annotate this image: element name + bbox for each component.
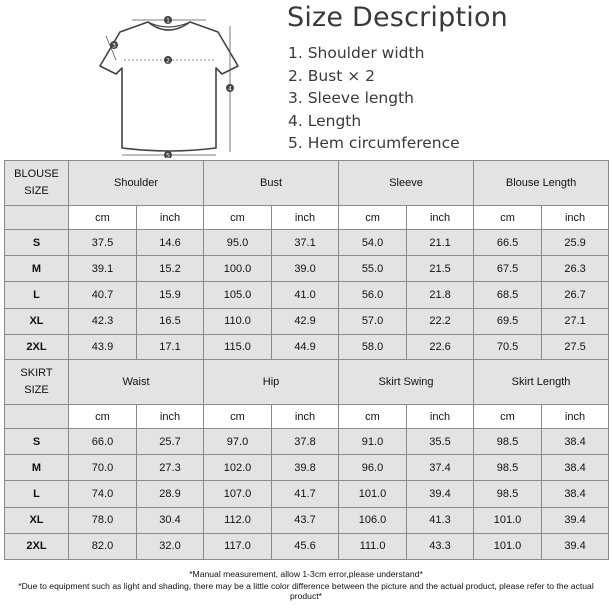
table-cell: 67.5 xyxy=(474,256,542,282)
description-item-length: 4. Length xyxy=(288,111,362,130)
table-cell: 82.0 xyxy=(69,533,137,559)
table-cell: 69.5 xyxy=(474,308,542,334)
color-difference-note: *Due to equipment such as light and shading, there may be a little color difference between the picture and the actual product, please refer to the actual product* xyxy=(18,581,594,601)
size-description-section xyxy=(0,0,612,160)
unit-inch: inch xyxy=(137,405,204,429)
table-row xyxy=(5,507,609,533)
table-cell: 97.0 xyxy=(204,429,272,455)
table-cell: 39.8 xyxy=(272,455,339,481)
table-cell: 55.0 xyxy=(339,256,407,282)
size-description-title: Size Description xyxy=(287,2,508,33)
table-row xyxy=(5,481,609,507)
table-cell: 112.0 xyxy=(204,507,272,533)
unit-cm: cm xyxy=(474,206,542,230)
svg-text:2: 2 xyxy=(166,57,170,65)
table-cell: 15.9 xyxy=(137,282,204,308)
table-cell: 40.7 xyxy=(69,282,137,308)
table-cell: 22.2 xyxy=(407,308,474,334)
table-cell: 14.6 xyxy=(137,230,204,256)
skirt-corner-cell: SKIRT SIZE xyxy=(5,360,69,405)
table-cell: 37.8 xyxy=(272,429,339,455)
table-cell: 43.9 xyxy=(69,334,137,360)
blouse-size-table xyxy=(4,160,609,361)
size-label: L xyxy=(5,481,69,507)
table-cell: 68.5 xyxy=(474,282,542,308)
header-skirt-length: Skirt Length xyxy=(474,360,609,405)
table-row xyxy=(5,455,609,481)
blank-cell xyxy=(5,405,69,429)
table-cell: 44.9 xyxy=(272,334,339,360)
size-label: XL xyxy=(5,507,69,533)
table-row xyxy=(5,308,609,334)
table-cell: 35.5 xyxy=(407,429,474,455)
size-label: M xyxy=(5,455,69,481)
table-cell: 37.1 xyxy=(272,230,339,256)
table-cell: 100.0 xyxy=(204,256,272,282)
table-cell: 38.4 xyxy=(542,455,609,481)
table-cell: 27.1 xyxy=(542,308,609,334)
table-row xyxy=(5,230,609,256)
unit-cm: cm xyxy=(474,405,542,429)
table-row xyxy=(5,282,609,308)
unit-inch: inch xyxy=(407,405,474,429)
unit-inch: inch xyxy=(407,206,474,230)
table-cell: 101.0 xyxy=(339,481,407,507)
table-row xyxy=(5,429,609,455)
table-cell: 56.0 xyxy=(339,282,407,308)
description-item-sleeve: 3. Sleeve length xyxy=(288,89,414,107)
table-cell: 101.0 xyxy=(474,533,542,559)
table-cell: 107.0 xyxy=(204,481,272,507)
unit-inch: inch xyxy=(137,206,204,230)
header-waist: Waist xyxy=(69,360,204,405)
header-blouse-length: Blouse Length xyxy=(474,161,609,206)
table-cell: 37.5 xyxy=(69,230,137,256)
table-cell: 45.6 xyxy=(272,533,339,559)
table-cell: 106.0 xyxy=(339,507,407,533)
unit-cm: cm xyxy=(69,405,137,429)
size-label: XL xyxy=(5,308,69,334)
table-row xyxy=(5,256,609,282)
size-label: L xyxy=(5,282,69,308)
unit-inch: inch xyxy=(542,206,609,230)
table-cell: 115.0 xyxy=(204,334,272,360)
table-cell: 101.0 xyxy=(474,507,542,533)
table-cell: 91.0 xyxy=(339,429,407,455)
table-cell: 43.7 xyxy=(272,507,339,533)
table-cell: 15.2 xyxy=(137,256,204,282)
table-cell: 32.0 xyxy=(137,533,204,559)
size-label: S xyxy=(5,230,69,256)
unit-inch: inch xyxy=(542,405,609,429)
table-cell: 70.5 xyxy=(474,334,542,360)
table-cell: 42.3 xyxy=(69,308,137,334)
header-hip: Hip xyxy=(204,360,339,405)
table-cell: 25.7 xyxy=(137,429,204,455)
table-cell: 110.0 xyxy=(204,308,272,334)
tshirt-diagram xyxy=(98,8,248,158)
table-cell: 95.0 xyxy=(204,230,272,256)
table-cell: 57.0 xyxy=(339,308,407,334)
header-bust: Bust xyxy=(204,161,339,206)
table-cell: 39.0 xyxy=(272,256,339,282)
table-cell: 58.0 xyxy=(339,334,407,360)
table-cell: 66.5 xyxy=(474,230,542,256)
table-cell: 98.5 xyxy=(474,455,542,481)
table-cell: 66.0 xyxy=(69,429,137,455)
table-cell: 39.4 xyxy=(542,507,609,533)
table-cell: 39.1 xyxy=(69,256,137,282)
size-label: 2XL xyxy=(5,334,69,360)
table-cell: 17.1 xyxy=(137,334,204,360)
table-cell: 43.3 xyxy=(407,533,474,559)
blank-cell xyxy=(5,206,69,230)
table-row xyxy=(5,533,609,559)
header-skirt-swing: Skirt Swing xyxy=(339,360,474,405)
table-cell: 16.5 xyxy=(137,308,204,334)
svg-text:4: 4 xyxy=(228,85,232,93)
description-item-hem: 5. Hem circumference xyxy=(288,134,460,152)
table-cell: 42.9 xyxy=(272,308,339,334)
table-cell: 74.0 xyxy=(69,481,137,507)
table-cell: 22.6 xyxy=(407,334,474,360)
table-cell: 98.5 xyxy=(474,429,542,455)
table-cell: 102.0 xyxy=(204,455,272,481)
unit-cm: cm xyxy=(204,206,272,230)
table-cell: 26.7 xyxy=(542,282,609,308)
table-cell: 39.4 xyxy=(542,533,609,559)
unit-cm: cm xyxy=(69,206,137,230)
svg-text:1: 1 xyxy=(166,17,170,25)
skirt-size-table xyxy=(4,359,609,560)
unit-cm: cm xyxy=(339,206,407,230)
blouse-corner-cell: BLOUSE SIZE xyxy=(5,161,69,206)
table-cell: 28.9 xyxy=(137,481,204,507)
unit-inch: inch xyxy=(272,206,339,230)
size-description-list xyxy=(288,42,460,155)
svg-text:5: 5 xyxy=(166,152,170,158)
table-cell: 96.0 xyxy=(339,455,407,481)
table-cell: 38.4 xyxy=(542,481,609,507)
table-cell: 21.8 xyxy=(407,282,474,308)
tshirt-outline xyxy=(100,22,238,151)
table-cell: 105.0 xyxy=(204,282,272,308)
table-cell: 21.1 xyxy=(407,230,474,256)
table-cell: 54.0 xyxy=(339,230,407,256)
table-row xyxy=(5,334,609,360)
table-cell: 27.5 xyxy=(542,334,609,360)
table-cell: 78.0 xyxy=(69,507,137,533)
table-cell: 70.0 xyxy=(69,455,137,481)
table-cell: 98.5 xyxy=(474,481,542,507)
table-cell: 41.0 xyxy=(272,282,339,308)
table-cell: 26.3 xyxy=(542,256,609,282)
unit-cm: cm xyxy=(339,405,407,429)
table-cell: 30.4 xyxy=(137,507,204,533)
table-cell: 21.5 xyxy=(407,256,474,282)
table-cell: 111.0 xyxy=(339,533,407,559)
svg-text:3: 3 xyxy=(112,42,116,50)
description-item-bust: 2. Bust × 2 xyxy=(288,66,376,85)
unit-inch: inch xyxy=(272,405,339,429)
table-cell: 25.9 xyxy=(542,230,609,256)
unit-cm: cm xyxy=(204,405,272,429)
table-cell: 117.0 xyxy=(204,533,272,559)
header-sleeve: Sleeve xyxy=(339,161,474,206)
table-cell: 39.4 xyxy=(407,481,474,507)
table-cell: 38.4 xyxy=(542,429,609,455)
size-label: 2XL xyxy=(5,533,69,559)
header-shoulder: Shoulder xyxy=(69,161,204,206)
table-cell: 41.7 xyxy=(272,481,339,507)
size-label: M xyxy=(5,256,69,282)
size-label: S xyxy=(5,429,69,455)
table-cell: 27.3 xyxy=(137,455,204,481)
measurement-note: *Manual measurement, allow 1-3cm error,please understand* xyxy=(189,569,423,579)
table-cell: 37.4 xyxy=(407,455,474,481)
description-item-shoulder: 1. Shoulder width xyxy=(288,44,425,62)
table-cell: 41.3 xyxy=(407,507,474,533)
